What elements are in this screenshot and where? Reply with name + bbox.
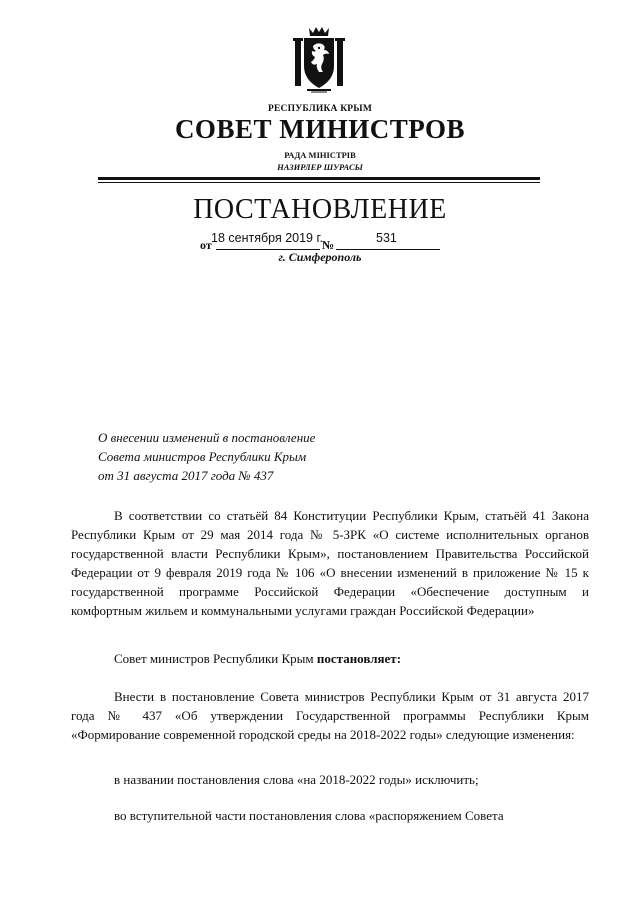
- header-divider-thick: [98, 177, 540, 180]
- resolution-text: Совет министров Республики Крым: [114, 651, 317, 666]
- council-heading: СОВЕТ МИНИСТРОВ: [174, 114, 466, 144]
- republic-heading: РЕСПУБЛИКА КРЫМ: [268, 104, 372, 114]
- city-label: г. Симферополь: [278, 250, 362, 264]
- body-paragraph: Внести в постановление Совета министров Республики Крым от 31 августа 2017 года № 437 «Об утверждении Государственной программы Республики Крым «Формирование современной городской среды на 2018-2022 годы» следующие изменения:: [71, 689, 589, 742]
- body-paragraph: В соответствии со статьёй 84 Конституции Республики Крым, статьёй 41 Закона Республики Крым от 29 мая 2014 года № 5-ЗРК «О системе исполнительных органов государственной власти Республики Крым», постановлением Правительства Российской Федерации от 9 февраля 2019 года № 106 «О внесении изменений в приложение № 15 к государственной программе Российской Федерации «Обеспечение доступным и комфортным жильем и коммунальными услугами граждан Российской Федерации»: [71, 508, 589, 618]
- decree-date: 18 сентября 2019 г.: [211, 231, 323, 245]
- decree-title-line: О внесении изменений в постановление: [98, 430, 316, 445]
- decree-title-line: от 31 августа 2017 года № 437: [98, 468, 274, 483]
- resolution-paragraph: [71, 649, 589, 668]
- date-prefix: от: [200, 238, 212, 252]
- date-number-line: [200, 232, 440, 252]
- decree-number: 531: [376, 231, 397, 245]
- decree-title-line: Совета министров Республики Крым: [98, 449, 307, 464]
- resolution-keyword: постановляет:: [316, 651, 402, 666]
- number-prefix: №: [322, 238, 335, 252]
- body-paragraph: во вступительной части постановления слова «распоряжением Совета: [114, 808, 504, 823]
- crimea-coat-of-arms-icon: [287, 24, 351, 94]
- rada-heading: РАДА МІНІСТРІВ: [284, 150, 356, 160]
- header-divider-thin: [98, 182, 540, 183]
- body-paragraph: в названии постановления слова «на 2018-2022 годы» исключить;: [114, 772, 479, 787]
- nazirler-heading: НАЗИРЛЕР ШУРАСЫ: [277, 162, 363, 172]
- decree-title: [98, 428, 315, 485]
- decree-type-heading: ПОСТАНОВЛЕНИЕ: [193, 194, 447, 225]
